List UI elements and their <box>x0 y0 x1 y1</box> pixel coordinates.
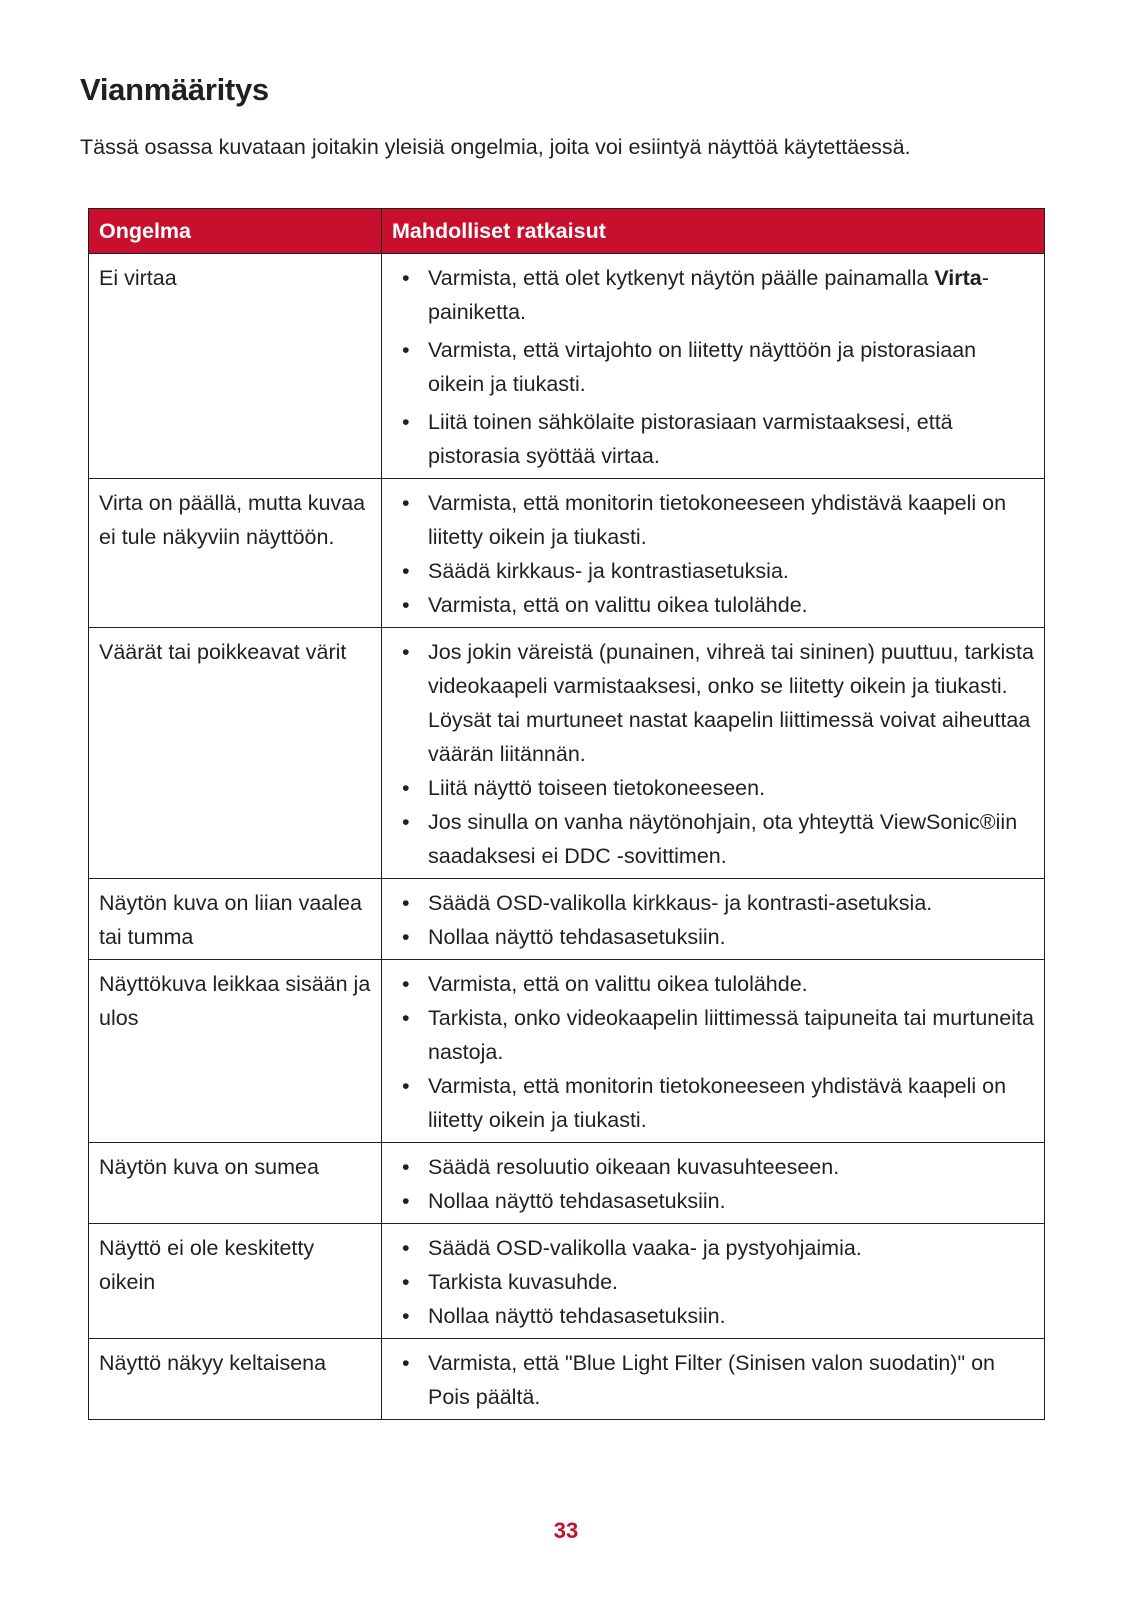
solution-text: Jos jokin väreistä (punainen, vihreä tai sininen) puuttuu, tarkista videokaapeli varmistaaksesi, onko se liitetty oikein ja tiukasti. Löysät tai murtuneet nastat kaapelin liittimessä voivat aiheuttaa väärän liitännän. <box>428 640 1034 766</box>
header-problem: Ongelma <box>89 209 382 254</box>
solution-text: Säädä OSD-valikolla kirkkaus- ja kontrasti-asetuksia. <box>428 891 933 915</box>
bullet-icon: • <box>402 593 410 617</box>
solution-bold-text: Virta <box>934 266 982 290</box>
bullet-icon: • <box>402 559 410 583</box>
solutions-cell <box>382 960 1045 1143</box>
solution-text: Liitä toinen sähkölaite pistorasiaan varmistaaksesi, että pistorasia syöttää virtaa. <box>428 410 953 468</box>
table-row <box>89 254 1045 479</box>
table-row <box>89 879 1045 960</box>
solutions-cell <box>382 1339 1045 1420</box>
table-row <box>89 479 1045 628</box>
solutions-list <box>394 1231 1034 1333</box>
solution-item <box>394 635 1034 771</box>
solutions-list <box>394 486 1034 622</box>
troubleshooting-table <box>88 208 1045 1420</box>
solutions-cell <box>382 628 1045 879</box>
solutions-list <box>394 967 1034 1137</box>
table-row <box>89 628 1045 879</box>
solution-item <box>394 1299 1034 1333</box>
solution-item <box>394 405 1034 473</box>
solution-text-before: Varmista, että olet kytkenyt näytön päälle painamalla <box>428 266 935 290</box>
table-row <box>89 960 1045 1143</box>
solution-item <box>394 967 1034 1001</box>
bullet-icon: • <box>402 1351 410 1375</box>
bullet-icon: • <box>402 1189 410 1213</box>
solution-text: Varmista, että monitorin tietokoneeseen yhdistävä kaapeli on liitetty oikein ja tiukasti. <box>428 491 1007 549</box>
solution-item <box>394 1150 1034 1184</box>
header-solutions: Mahdolliset ratkaisut <box>382 209 1045 254</box>
table-row <box>89 1224 1045 1339</box>
solution-item <box>394 554 1034 588</box>
solutions-cell <box>382 479 1045 628</box>
bullet-icon: • <box>402 810 410 834</box>
page-number: 33 <box>553 1518 579 1543</box>
solution-text: Liitä näyttö toiseen tietokoneeseen. <box>428 776 766 800</box>
bullet-icon: • <box>402 925 410 949</box>
solution-text: Säädä kirkkaus- ja kontrastiasetuksia. <box>428 559 789 583</box>
solutions-list <box>394 261 1034 473</box>
bullet-icon: • <box>402 266 410 290</box>
bullet-icon: • <box>402 972 410 996</box>
problem-cell: Näyttö näkyy keltaisena <box>89 1339 382 1420</box>
problem-cell: Näyttökuva leikkaa sisään ja ulos <box>89 960 382 1143</box>
solution-item <box>394 1231 1034 1265</box>
solution-item <box>394 771 1034 805</box>
solution-item <box>394 1184 1034 1218</box>
solution-text: Varmista, että on valittu oikea tulolähde. <box>428 972 808 996</box>
bullet-icon: • <box>402 1074 410 1098</box>
bullet-icon: • <box>402 410 410 434</box>
problem-cell: Näyttö ei ole keskitetty oikein <box>89 1224 382 1339</box>
solution-item <box>394 1069 1034 1137</box>
bullet-icon: • <box>402 1304 410 1328</box>
bullet-icon: • <box>402 491 410 515</box>
solutions-cell <box>382 879 1045 960</box>
table-header-row <box>89 209 1045 254</box>
solution-text: Nollaa näyttö tehdasasetuksiin. <box>428 1189 726 1213</box>
solution-item <box>394 920 1034 954</box>
solution-text: Nollaa näyttö tehdasasetuksiin. <box>428 925 726 949</box>
solution-text-after: -painiketta. <box>428 266 989 324</box>
bullet-icon: • <box>402 1155 410 1179</box>
table-row <box>89 1339 1045 1420</box>
solution-item <box>394 1001 1034 1069</box>
solutions-list <box>394 1150 1034 1218</box>
solution-item <box>394 261 1034 329</box>
solution-text: Jos sinulla on vanha näytönohjain, ota yhteyttä ViewSonic®iin saadaksesi ei DDC -sovittimen. <box>428 810 1018 868</box>
solution-text: Nollaa näyttö tehdasasetuksiin. <box>428 1304 726 1328</box>
solution-item <box>394 886 1034 920</box>
solution-item <box>394 333 1034 401</box>
solution-text: Varmista, että monitorin tietokoneeseen yhdistävä kaapeli on liitetty oikein ja tiukasti. <box>428 1074 1007 1132</box>
table-row <box>89 1143 1045 1224</box>
solution-text: Tarkista kuvasuhde. <box>428 1270 619 1294</box>
solutions-cell <box>382 254 1045 479</box>
bullet-icon: • <box>402 1006 410 1030</box>
solution-item <box>394 588 1034 622</box>
solution-text: Säädä OSD-valikolla vaaka- ja pystyohjaimia. <box>428 1236 862 1260</box>
bullet-icon: • <box>402 891 410 915</box>
bullet-icon: • <box>402 1236 410 1260</box>
solution-item <box>394 1265 1034 1299</box>
solution-text: Varmista, että virtajohto on liitetty näyttöön ja pistorasiaan oikein ja tiukasti. <box>428 338 977 396</box>
problem-cell: Väärät tai poikkeavat värit <box>89 628 382 879</box>
solutions-cell <box>382 1224 1045 1339</box>
solution-item <box>394 1346 1034 1414</box>
problem-cell: Näytön kuva on liian vaalea tai tumma <box>89 879 382 960</box>
solution-text: Varmista, että "Blue Light Filter (Sinisen valon suodatin)" on Pois päältä. <box>428 1351 995 1409</box>
solution-item <box>394 805 1034 873</box>
page-title: Vianmääritys <box>80 72 269 107</box>
solution-text: Tarkista, onko videokaapelin liittimessä taipuneita tai murtuneita nastoja. <box>428 1006 1034 1064</box>
solutions-cell <box>382 1143 1045 1224</box>
solutions-list <box>394 635 1034 873</box>
problem-cell: Näytön kuva on sumea <box>89 1143 382 1224</box>
bullet-icon: • <box>402 640 410 664</box>
bullet-icon: • <box>402 1270 410 1294</box>
solutions-list <box>394 886 1034 954</box>
problem-cell: Ei virtaa <box>89 254 382 479</box>
intro-paragraph: Tässä osassa kuvataan joitakin yleisiä ongelmia, joita voi esiintyä näyttöä käytettäessä. <box>80 135 911 159</box>
problem-cell: Virta on päällä, mutta kuvaa ei tule näkyviin näyttöön. <box>89 479 382 628</box>
solution-item <box>394 486 1034 554</box>
bullet-icon: • <box>402 338 410 362</box>
solutions-list <box>394 1346 1034 1414</box>
bullet-icon: • <box>402 776 410 800</box>
solution-text: Säädä resoluutio oikeaan kuvasuhteeseen. <box>428 1155 840 1179</box>
solution-text: Varmista, että on valittu oikea tulolähde. <box>428 593 808 617</box>
